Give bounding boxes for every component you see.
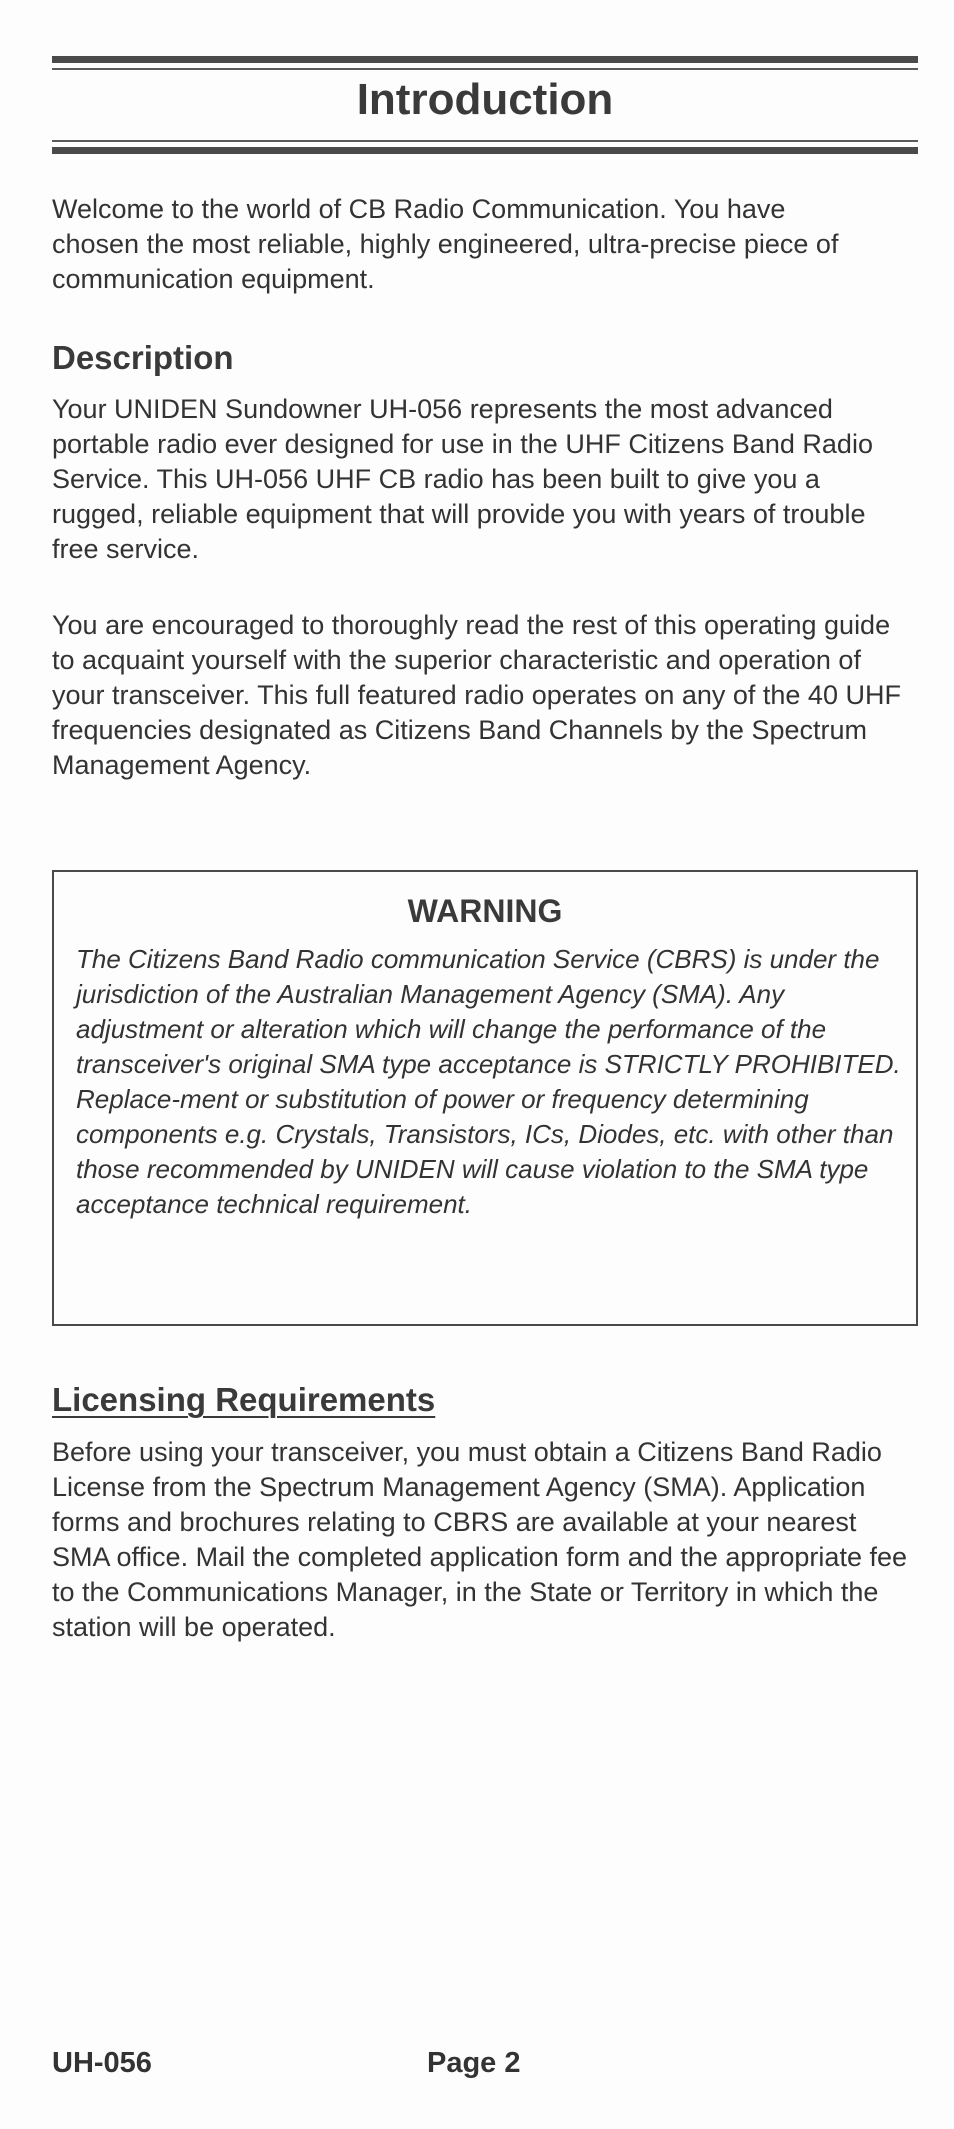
title-block [52,56,918,154]
warning-box [52,870,918,1326]
description-heading: Description [52,339,234,376]
manual-page [52,0,918,2129]
description-paragraph-1: Your UNIDEN Sundowner UH-056 represents the most advanced portable radio ever designed for use in the UHF Citizens Band Radio Service. This UH-056 UHF CB radio has been built to give you a rugged, reliable equipment that will provide you with years of trouble free service. [52,394,873,564]
title-bottom-rule [52,147,918,154]
footer-page-number: Page 2 [427,2047,521,2079]
description-paragraph-2: You are encouraged to thoroughly read the rest of this operating guide to acquaint yourself with the superior characteristic and operation of your transceiver. This full featured radio operates on any of the 40 UHF frequencies designated as Citizens Band Channels by the Spectrum Management Agency. [52,610,901,780]
warning-heading: WARNING [407,893,563,929]
warning-text: The Citizens Band Radio communication Service (CBRS) is under the jurisdiction of the Australian Management Agency (SMA). Any adjustment or alteration which will change the performance of the transceiver's original SMA type acceptance is STRICTLY PROHIBITED. Replace-ment or substitution of power or frequency determining components e.g. Crystals, Transistors, ICs, Diodes, etc. with other than those recommended by UNIDEN will cause violation to the SMA type acceptance technical requirement. [76,944,901,1219]
licensing-heading: Licensing Requirements [52,1381,436,1418]
intro-paragraph: Welcome to the world of CB Radio Communication. You have chosen the most reliable, highly engineered, ultra-precise piece of communication equipment. [52,194,839,294]
title-top-rule [52,56,918,63]
page-title: Introduction [356,75,614,124]
licensing-paragraph: Before using your transceiver, you must obtain a Citizens Band Radio License from the Spectrum Management Agency (SMA). Application forms and brochures relating to CBRS are available at your nearest SMA office. Mail the completed application form and the appropriate fee to the Communications Manager, in the State or Territory in which the station will be operated. [52,1437,907,1642]
footer-model: UH-056 [52,2047,152,2079]
